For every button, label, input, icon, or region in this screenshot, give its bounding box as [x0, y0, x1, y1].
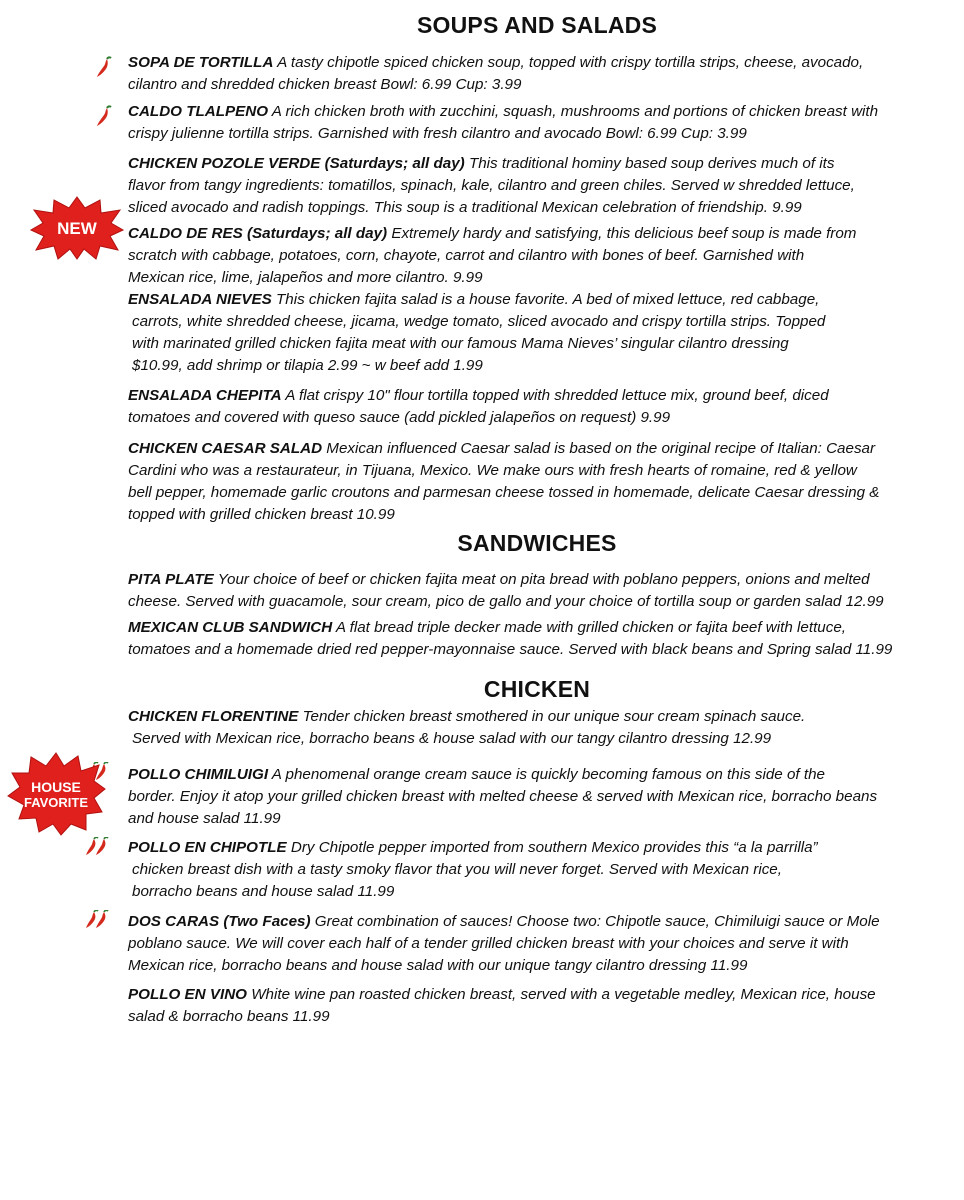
chili-pepper-icon — [93, 56, 113, 80]
item-description: White wine pan roasted chicken breast, served with a vegetable medley, Mexican rice, house — [246, 986, 876, 1003]
item-name: SOPA DE TORTILLA — [128, 54, 274, 71]
item-description: crispy julienne tortilla strips. Garnished with fresh cilantro and avocado Bowl: 6.99 Cup: 3.99 — [128, 125, 747, 142]
item-name: CALDO DE RES (Saturdays; all day) — [128, 225, 388, 242]
house-badge-line1: HOUSE — [31, 779, 81, 795]
item-name: CALDO TLALPENO — [128, 103, 269, 120]
section-heading-sandwiches: SANDWICHES — [457, 530, 617, 556]
item-description: Extremely hardy and satisfying, this delicious beef soup is made from — [387, 225, 857, 242]
item-name: CHICKEN CAESAR SALAD — [128, 440, 323, 457]
item-name: PITA PLATE — [128, 571, 214, 588]
item-description: salad & borracho beans 11.99 — [128, 1008, 330, 1025]
item-description: cilantro and shredded chicken breast Bowl: 6.99 Cup: 3.99 — [128, 76, 522, 93]
menu-item-sopa-de-tortilla — [128, 52, 958, 96]
item-description: tomatoes and covered with queso sauce (add pickled jalapeños on request) 9.99 — [128, 409, 671, 426]
item-description: A phenomenal orange cream sauce is quickly becoming famous on this side of the — [268, 766, 825, 783]
double-chili-pepper-icon — [84, 837, 112, 857]
item-description: Your choice of beef or chicken fajita meat on pita bread with poblano peppers, onions and melted — [213, 571, 870, 588]
menu-item-pollo-en-chipotle — [128, 837, 958, 903]
item-name: DOS CARAS (Two Faces) — [128, 913, 311, 930]
menu-item-ensalada-chepita — [128, 385, 958, 429]
item-description: chicken breast dish with a tasty smoky flavor that you will never forget. Served with Mexican rice, — [132, 861, 782, 878]
double-chili-pepper-icon — [84, 910, 112, 930]
item-name: POLLO EN CHIPOTLE — [128, 839, 287, 856]
item-description: sliced avocado and radish toppings. This soup is a traditional Mexican celebration of friendship. 9.99 — [128, 199, 802, 216]
house-favorite-starburst-icon — [6, 752, 106, 836]
item-description: flavor from tangy ingredients: tomatillos, spinach, kale, cilantro and green chiles. Served w shredded lettuce, — [128, 177, 855, 194]
item-description: borracho beans and house salad 11.99 — [132, 883, 395, 900]
item-description: A tasty chipotle spiced chicken soup, topped with crispy tortilla strips, cheese, avocado, — [273, 54, 864, 71]
new-badge-label: NEW — [57, 219, 97, 238]
menu-item-caldo-de-res — [128, 223, 958, 289]
item-name: ENSALADA CHEPITA — [128, 387, 282, 404]
item-description: topped with grilled chicken breast 10.99 — [128, 506, 395, 523]
item-description: Tender chicken breast smothered in our unique sour cream spinach sauce. — [298, 708, 806, 725]
section-heading-chicken: CHICKEN — [483, 676, 591, 702]
menu-item-chicken-florentine — [128, 706, 958, 750]
item-description: Served with Mexican rice, borracho beans & house salad with our tangy cilantro dressing 12.99 — [132, 730, 772, 747]
item-name: CHICKEN POZOLE VERDE (Saturdays; all day) — [128, 155, 465, 172]
item-description: bell pepper, homemade garlic croutons and parmesan cheese tossed in homemade, delicate Caesar dressing & — [128, 484, 880, 501]
item-description: carrots, white shredded cheese, jicama, wedge tomato, sliced avocado and crispy tortilla strips. Topped — [132, 313, 826, 330]
chili-pepper-icon — [93, 105, 113, 129]
item-name: MEXICAN CLUB SANDWICH — [128, 619, 333, 636]
item-description: Mexican rice, lime, jalapeños and more cilantro. 9.99 — [128, 269, 483, 286]
item-description: border. Enjoy it atop your grilled chicken breast with melted cheese & served with Mexican rice, borracho beans — [128, 788, 878, 805]
new-starburst-icon — [30, 196, 124, 260]
item-description: A rich chicken broth with zucchini, squash, mushrooms and portions of chicken breast with — [268, 103, 879, 120]
item-description: and house salad 11.99 — [128, 810, 281, 827]
menu-item-pollo-en-vino — [128, 984, 958, 1028]
item-description: $10.99, add shrimp or tilapia 2.99 ~ w beef add 1.99 — [132, 357, 483, 374]
menu-item-ensalada-nieves — [128, 289, 958, 377]
item-description: Mexican rice, borracho beans and house salad with our unique tangy cilantro dressing 11.99 — [128, 957, 748, 974]
item-description: cheese. Served with guacamole, sour cream, pico de gallo and your choice of tortilla soup or garden salad 12.99 — [128, 593, 884, 610]
menu-item-dos-caras — [128, 911, 958, 977]
menu-item-chicken-pozole-verde — [128, 153, 958, 219]
item-description: This chicken fajita salad is a house favorite. A bed of mixed lettuce, red cabbage, — [271, 291, 820, 308]
item-description: poblano sauce. We will cover each half of a tender grilled chicken breast with your choices and serve it with — [128, 935, 849, 952]
item-name: POLLO CHIMILUIGI — [128, 766, 269, 783]
menu-item-pita-plate — [128, 569, 958, 613]
item-description: Mexican influenced Caesar salad is based on the original recipe of Italian: Caesar — [322, 440, 876, 457]
menu-item-pollo-chimiluigi — [128, 764, 958, 830]
item-description: A flat bread triple decker made with grilled chicken or fajita beef with lettuce, — [332, 619, 847, 636]
item-name: CHICKEN FLORENTINE — [128, 708, 299, 725]
menu-item-mexican-club-sandwich — [128, 617, 958, 661]
item-name: ENSALADA NIEVES — [128, 291, 272, 308]
section-heading-soups-and-salads: SOUPS AND SALADS — [416, 12, 658, 38]
item-description: with marinated grilled chicken fajita meat with our famous Mama Nieves’ singular cilantro dressing — [132, 335, 789, 352]
item-name: POLLO EN VINO — [128, 986, 247, 1003]
item-description: A flat crispy 10" flour tortilla topped with shredded lettuce mix, ground beef, diced — [281, 387, 829, 404]
item-description: This traditional hominy based soup derives much of its — [464, 155, 835, 172]
item-description: tomatoes and a homemade dried red pepper-mayonnaise sauce. Served with black beans and Spring salad 11.99 — [128, 641, 893, 658]
menu-item-chicken-caesar-salad — [128, 438, 958, 526]
menu-item-caldo-tlalpeno — [128, 101, 958, 145]
item-description: scratch with cabbage, potatoes, corn, chayote, carrot and cilantro with bones of beef. Garnished with — [128, 247, 805, 264]
house-badge-line2: FAVORITE — [23, 795, 89, 810]
item-description: Dry Chipotle pepper imported from southern Mexico provides this “a la parrilla” — [286, 839, 818, 856]
item-description: Great combination of sauces! Choose two: Chipotle sauce, Chimiluigi sauce or Mole — [310, 913, 880, 930]
item-description: Cardini who was a restaurateur, in Tijuana, Mexico. We make ours with fresh hearts of romaine, red & yellow — [128, 462, 857, 479]
